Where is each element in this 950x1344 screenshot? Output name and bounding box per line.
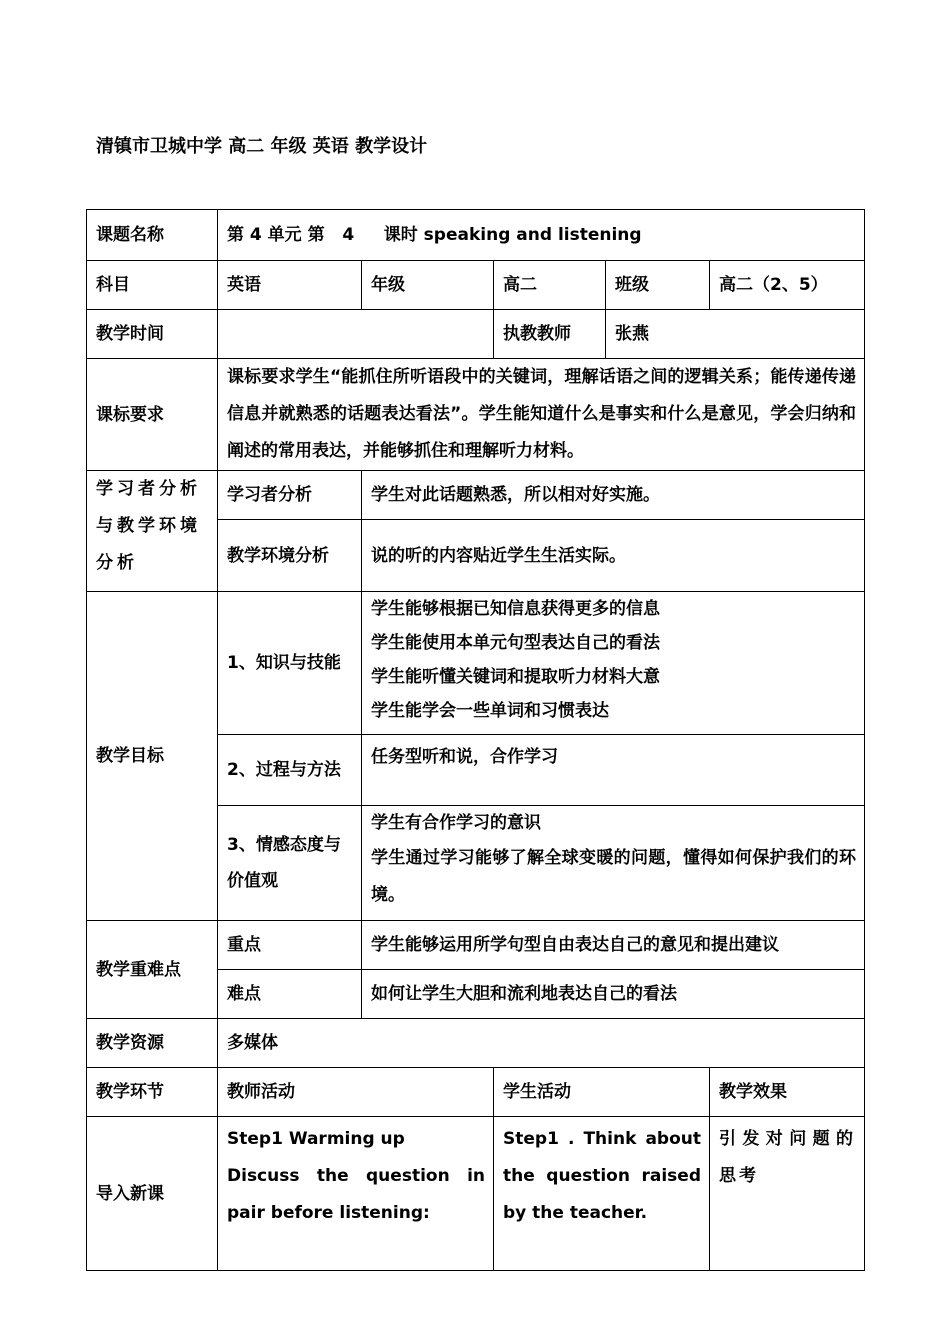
- knowledge-list: [362, 592, 865, 735]
- class-value: 高二（2、5）: [710, 261, 865, 310]
- knowledge-label: 1、知识与技能: [218, 592, 362, 735]
- subject-row: [87, 261, 865, 310]
- knowledge-item: 学生能听懂关键词和提取听力材料大意: [371, 667, 660, 687]
- learner-text: 学生对此话题熟悉，所以相对好实施。: [362, 471, 865, 520]
- knowledge-item: 学生能够根据已知信息获得更多的信息: [371, 599, 660, 619]
- header-effect: 教学效果: [710, 1068, 865, 1117]
- resources-value: 多媒体: [218, 1019, 865, 1068]
- learner-row: [87, 471, 865, 520]
- topic-row: [87, 210, 865, 261]
- time-row: [87, 310, 865, 359]
- class-label: 班级: [606, 261, 710, 310]
- process-text: 任务型听和说，合作学习: [362, 735, 865, 806]
- learner-label: 学习者分析: [218, 471, 362, 520]
- header-stage: 教学环节: [87, 1068, 218, 1117]
- intro-row: [87, 1117, 865, 1271]
- process-label: 2、过程与方法: [218, 735, 362, 806]
- goal-knowledge-row: [87, 592, 865, 735]
- attitude-list: [362, 806, 865, 921]
- standard-text: 课标要求学生“能抓住所听语段中的关键词，理解话语之间的逻辑关系；能传递传递信息并就熟悉的话题表达看法”。学生能知道什么是事实和什么是意见，学会归纳和阐述的常用表达，并能够抓住和理解听力材料。: [218, 359, 865, 471]
- intro-stage: 导入新课: [87, 1117, 218, 1271]
- environment-text: 说的听的内容贴近学生生活实际。: [362, 520, 865, 592]
- process-header-row: [87, 1068, 865, 1117]
- attitude-label: 3、情感态度与价值观: [218, 806, 362, 921]
- grade-value: 高二: [494, 261, 606, 310]
- difficult-label: 难点: [218, 970, 362, 1019]
- attitude-item: 学生有合作学习的意识: [371, 813, 541, 833]
- topic-label: 课题名称: [87, 210, 218, 261]
- key-label: 重点: [218, 921, 362, 970]
- standard-label: 课标要求: [87, 359, 218, 471]
- intro-student-activity: Step1 . Think about the question raised by the teacher.: [494, 1117, 710, 1271]
- knowledge-item: 学生能使用本单元句型表达自己的看法: [371, 633, 660, 653]
- attitude-item: 学生通过学习能够了解全球变暖的问题，懂得如何保护我们的环境。: [371, 848, 857, 905]
- intro-teacher-activity: [218, 1117, 494, 1271]
- grade-label: 年级: [362, 261, 494, 310]
- teacher-text: Discuss the question in pair before listening:: [227, 1166, 485, 1223]
- teacher-step: Step1 Warming up: [227, 1129, 405, 1149]
- analysis-label: 学习者分析与教学环境分析: [87, 471, 218, 592]
- knowledge-item: 学生能学会一些单词和习惯表达: [371, 701, 609, 721]
- teacher-value: 张燕: [606, 310, 865, 359]
- header-student: 学生活动: [494, 1068, 710, 1117]
- subject-label: 科目: [87, 261, 218, 310]
- goals-label: 教学目标: [87, 592, 218, 921]
- topic-value: 第 4 单元 第 4 课时 speaking and listening: [218, 210, 865, 261]
- document-title: 清镇市卫城中学 高二 年级 英语 教学设计: [96, 136, 428, 157]
- standard-row: [87, 359, 865, 471]
- subject-value: 英语: [218, 261, 362, 310]
- environment-label: 教学环境分析: [218, 520, 362, 592]
- difficult-text: 如何让学生大胆和流利地表达自己的看法: [362, 970, 865, 1019]
- keypoints-label: 教学重难点: [87, 921, 218, 1019]
- header-teacher: 教师活动: [218, 1068, 494, 1117]
- intro-effect: 引发对问题的思考: [710, 1117, 865, 1271]
- lesson-plan-table: [86, 209, 865, 1271]
- resources-row: [87, 1019, 865, 1068]
- teacher-label: 执教教师: [494, 310, 606, 359]
- keypoint-row: [87, 921, 865, 970]
- key-text: 学生能够运用所学句型自由表达自己的意见和提出建议: [362, 921, 865, 970]
- time-value: [218, 310, 494, 359]
- resources-label: 教学资源: [87, 1019, 218, 1068]
- time-label: 教学时间: [87, 310, 218, 359]
